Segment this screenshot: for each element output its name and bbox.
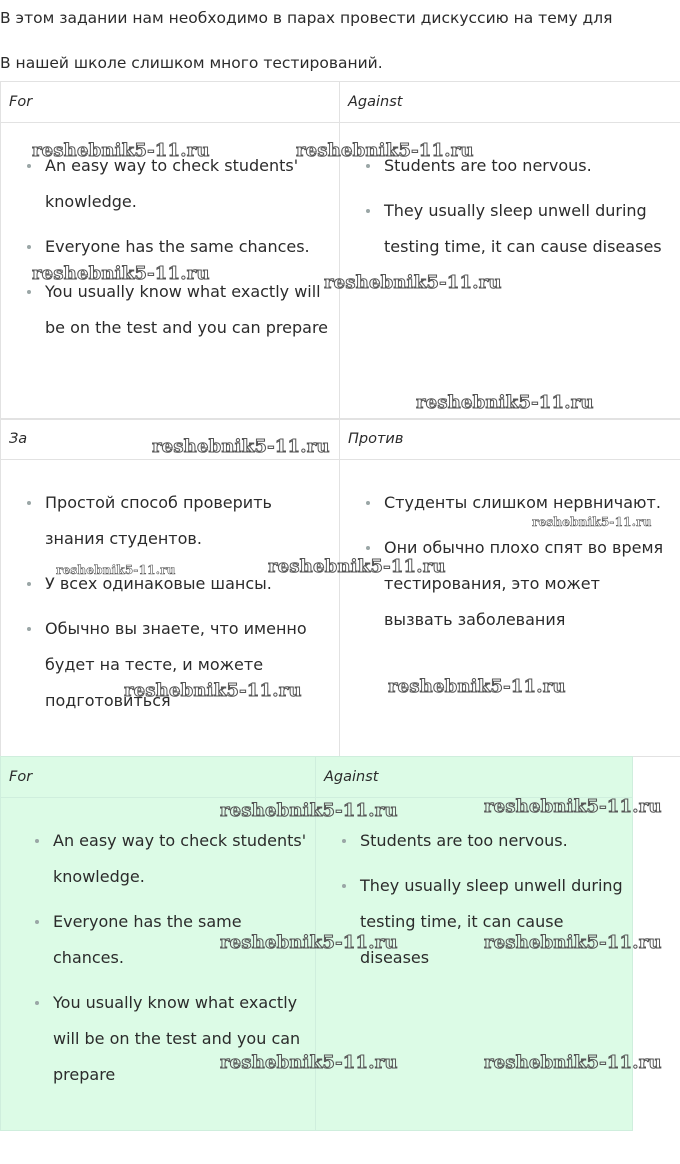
za-list bbox=[9, 485, 331, 719]
list-item: Простой способ проверить знания студентов. bbox=[9, 485, 331, 557]
watermark: reshebnik5-11.ru bbox=[324, 272, 502, 293]
list-item: You usually know what exactly will be on the test and you can prepare bbox=[9, 985, 307, 1093]
against-cell bbox=[316, 798, 633, 1131]
list-item: They usually sleep unwell during testing time, it can cause diseases bbox=[324, 868, 624, 976]
arguments-table-english bbox=[0, 81, 680, 420]
against-cell bbox=[340, 123, 680, 420]
header-against: Against bbox=[340, 82, 680, 123]
header-protiv: Против bbox=[340, 419, 680, 460]
header-za: За bbox=[1, 419, 340, 460]
list-item: Обычно вы знаете, что именно будет на тесте, и можете подготовиться bbox=[9, 611, 331, 719]
watermark: reshebnik5-11.ru bbox=[296, 140, 474, 161]
watermark: reshebnik5-11.ru bbox=[268, 556, 446, 577]
arguments-table-highlighted bbox=[0, 756, 633, 1131]
header-against: Against bbox=[316, 757, 633, 798]
watermark: reshebnik5-11.ru bbox=[32, 263, 210, 284]
watermark: reshebnik5-11.ru bbox=[152, 436, 330, 457]
for-cell bbox=[1, 798, 316, 1131]
list-item: They usually sleep unwell during testing time, it can cause diseases bbox=[348, 193, 672, 265]
list-item: Everyone has the same chances. bbox=[9, 229, 331, 265]
list-item: Students are too nervous. bbox=[348, 148, 672, 184]
watermark: reshebnik5-11.ru bbox=[388, 676, 566, 697]
list-item: Студенты слишком нервничают. bbox=[348, 485, 672, 521]
list-item: Students are too nervous. bbox=[324, 823, 624, 859]
arguments-table-russian bbox=[0, 418, 680, 757]
watermark: reshebnik5-11.ru bbox=[56, 563, 176, 577]
for-cell bbox=[1, 123, 340, 420]
list-item: An easy way to check students' knowledge. bbox=[9, 823, 307, 895]
za-cell bbox=[1, 460, 340, 757]
header-for: For bbox=[1, 757, 316, 798]
against-list bbox=[324, 823, 624, 976]
list-item: Они обычно плохо спят во время тестирования, это может вызвать заболевания bbox=[348, 530, 672, 638]
watermark: reshebnik5-11.ru bbox=[532, 515, 652, 529]
protiv-cell bbox=[340, 460, 680, 757]
list-item: An easy way to check students' knowledge. bbox=[9, 148, 331, 220]
watermark: reshebnik5-11.ru bbox=[32, 140, 210, 161]
protiv-list bbox=[348, 485, 672, 638]
list-item: У всех одинаковые шансы. bbox=[9, 566, 331, 602]
against-list bbox=[348, 148, 672, 265]
list-item: Everyone has the same chances. bbox=[9, 904, 307, 976]
intro-line-2: В нашей школе слишком много тестирований. bbox=[0, 54, 383, 72]
for-list bbox=[9, 148, 331, 346]
intro-line-1: В этом задании нам необходимо в парах провести дискуссию на тему для bbox=[0, 9, 613, 27]
watermark: reshebnik5-11.ru bbox=[416, 392, 594, 413]
for-list bbox=[9, 823, 307, 1093]
list-item: You usually know what exactly will be on the test and you can prepare bbox=[9, 274, 331, 346]
header-for: For bbox=[1, 82, 340, 123]
watermark: reshebnik5-11.ru bbox=[124, 680, 302, 701]
